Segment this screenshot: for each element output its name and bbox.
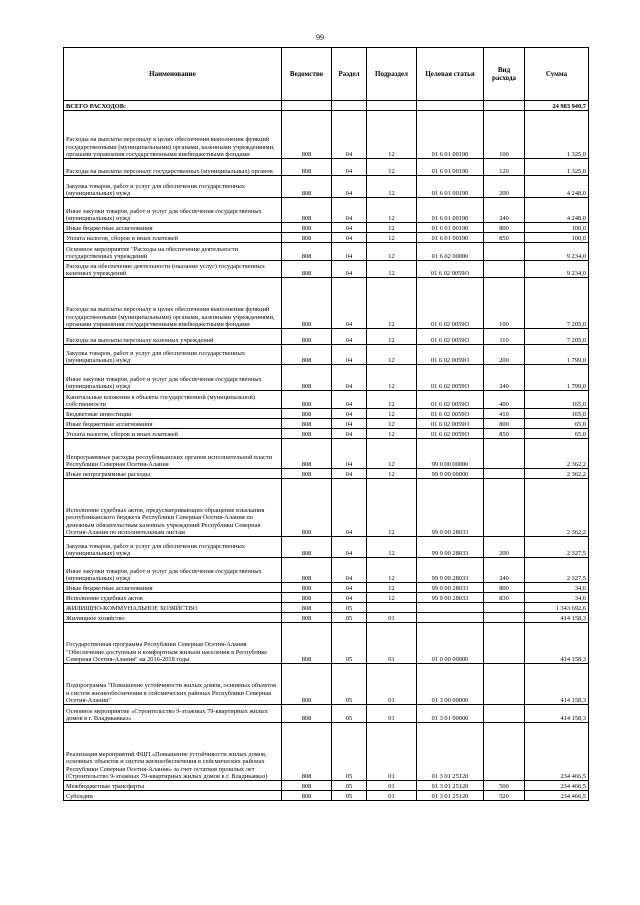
cell-sum: 2 362,2 — [525, 439, 589, 469]
cell-cel: 01 6 01 00190 — [417, 223, 484, 233]
cell-vid — [484, 603, 525, 613]
cell-vid: 240 — [484, 558, 525, 583]
cell-ved: 808 — [282, 469, 332, 479]
cell-sum: 7 205,0 — [525, 278, 589, 329]
cell-razd: 04 — [332, 198, 367, 223]
cell-ved: 808 — [282, 537, 332, 558]
cell-podr: 12 — [367, 439, 417, 469]
cell-sum: 4 248,0 — [525, 176, 589, 198]
cell-sum: 234 466,5 — [525, 781, 589, 791]
table-row — [64, 365, 589, 391]
cell-name: Капитальные вложения в объекты государственной (муниципальной) собственности — [64, 391, 282, 409]
cell-vid — [484, 723, 525, 781]
cell-ved: 808 — [282, 613, 332, 623]
cell-cel: 01 6 02 00000 — [417, 243, 484, 261]
cell-cel: 99 9 00 28033 — [417, 593, 484, 603]
cell-cel: 99 9 00 28033 — [417, 479, 484, 537]
cell-name: Государственная программа Республики Северная Осетия-Алания "Обеспечение доступным и комфортным жильем населения в Республике Северная Осетия-Алания" на 2016-2018 годы — [64, 623, 282, 664]
cell-podr: 12 — [367, 583, 417, 593]
cell-vid: 850 — [484, 233, 525, 243]
cell-sum: 9 234,0 — [525, 243, 589, 261]
table-header-row — [64, 48, 589, 101]
table-row — [64, 429, 589, 439]
cell-sum: 165,0 — [525, 409, 589, 419]
cell-ved: 808 — [282, 111, 332, 159]
cell-razd: 04 — [332, 479, 367, 537]
header-podr: Подраздел — [367, 48, 417, 101]
cell-sum: 65,0 — [525, 419, 589, 429]
cell-sum: 24 983 940,7 — [525, 101, 589, 111]
cell-cel: 01 6 02 0059О — [417, 365, 484, 391]
cell-name: Иные бюджетные ассигнования — [64, 223, 282, 233]
cell-razd: 04 — [332, 409, 367, 419]
cell-razd: 04 — [332, 278, 367, 329]
cell-name: Исполнение судебных актов — [64, 593, 282, 603]
cell-sum: 1 799,0 — [525, 365, 589, 391]
cell-ved: 808 — [282, 176, 332, 198]
table-row — [64, 593, 589, 603]
cell-ved: 808 — [282, 261, 332, 278]
table-row — [64, 705, 589, 723]
cell-cel: 99 9 00 00000 — [417, 469, 484, 479]
cell-razd: 05 — [332, 603, 367, 613]
cell-cel: 01 6 02 0059О — [417, 278, 484, 329]
cell-cel: 01 6 01 00190 — [417, 176, 484, 198]
cell-razd: 04 — [332, 159, 367, 176]
cell-vid: 800 — [484, 223, 525, 233]
cell-cel: 01 6 02 0059О — [417, 419, 484, 429]
cell-name: Иные закупки товаров, работ и услуг для обеспечения государственных (муниципальных) нужд — [64, 198, 282, 223]
cell-name: ЖИЛИЩНО-КОММУНАЛЬНОЕ ХОЗЯЙСТВО — [64, 603, 282, 613]
cell-vid: 410 — [484, 409, 525, 419]
cell-name: Уплата налогов, сборов и иных платежей — [64, 233, 282, 243]
cell-podr: 12 — [367, 111, 417, 159]
cell-razd: 04 — [332, 469, 367, 479]
cell-razd — [332, 101, 367, 111]
table-row — [64, 613, 589, 623]
cell-razd: 04 — [332, 111, 367, 159]
cell-vid — [484, 664, 525, 705]
cell-ved: 808 — [282, 593, 332, 603]
cell-razd: 04 — [332, 329, 367, 345]
cell-vid: 200 — [484, 345, 525, 365]
cell-cel: 01 3 01 00000 — [417, 705, 484, 723]
cell-name: Иные бюджетные ассигнования — [64, 419, 282, 429]
cell-ved: 808 — [282, 623, 332, 664]
cell-ved: 808 — [282, 705, 332, 723]
cell-vid: 110 — [484, 329, 525, 345]
cell-podr: 12 — [367, 278, 417, 329]
cell-vid: 500 — [484, 781, 525, 791]
cell-ved: 808 — [282, 223, 332, 233]
cell-vid — [484, 101, 525, 111]
cell-cel: 99 0 00 00000 — [417, 439, 484, 469]
cell-name: Непрограммные расходы республиканских органов исполнительной власти Республики Северная Осетия-Алания — [64, 439, 282, 469]
cell-ved: 808 — [282, 365, 332, 391]
cell-razd: 04 — [332, 537, 367, 558]
cell-vid — [484, 705, 525, 723]
cell-ved: 808 — [282, 603, 332, 613]
cell-razd: 04 — [332, 345, 367, 365]
cell-cel: 01 6 02 0059О — [417, 329, 484, 345]
table-row — [64, 409, 589, 419]
cell-razd: 05 — [332, 664, 367, 705]
cell-vid — [484, 613, 525, 623]
cell-podr: 12 — [367, 233, 417, 243]
cell-vid: 800 — [484, 419, 525, 429]
cell-podr: 12 — [367, 593, 417, 603]
cell-razd: 04 — [332, 243, 367, 261]
cell-podr: 12 — [367, 419, 417, 429]
table-row — [64, 223, 589, 233]
table-row — [64, 664, 589, 705]
cell-razd: 04 — [332, 593, 367, 603]
cell-sum: 414 158,3 — [525, 613, 589, 623]
cell-podr: 12 — [367, 345, 417, 365]
cell-razd: 04 — [332, 176, 367, 198]
table-row — [64, 233, 589, 243]
cell-razd: 04 — [332, 261, 367, 278]
table-row — [64, 558, 589, 583]
cell-ved: 808 — [282, 345, 332, 365]
cell-name: Иные бюджетные ассигнования — [64, 583, 282, 593]
cell-name: Реализация мероприятий ФЦП «Повышение устойчивости жилых домов, основных объектов и систем жизнеобеспечения в сейсмических районах Республики Северная Осетия-Алания» за счет остатков прошлых лет (Строительство 9-этажных 79-квартирных жилых домов в г. Владикавказ) — [64, 723, 282, 781]
cell-ved: 808 — [282, 159, 332, 176]
cell-name: Расходы на обеспечение деятельности (оказание услуг) государственных казенных учреждений — [64, 261, 282, 278]
cell-podr: 01 — [367, 664, 417, 705]
cell-podr: 12 — [367, 429, 417, 439]
cell-razd: 04 — [332, 429, 367, 439]
cell-podr — [367, 101, 417, 111]
cell-ved: 808 — [282, 419, 332, 429]
cell-vid — [484, 243, 525, 261]
cell-vid: 830 — [484, 593, 525, 603]
cell-podr: 12 — [367, 391, 417, 409]
cell-vid — [484, 479, 525, 537]
cell-cel: 01 6 02 0059О — [417, 391, 484, 409]
cell-cel: 99 9 00 28033 — [417, 558, 484, 583]
cell-vid: 200 — [484, 537, 525, 558]
cell-podr: 01 — [367, 723, 417, 781]
cell-sum: 7 205,0 — [525, 329, 589, 345]
cell-cel — [417, 101, 484, 111]
cell-name: Закупка товаров, работ и услуг для обеспечения государственных (муниципальных) нужд — [64, 537, 282, 558]
cell-razd: 04 — [332, 419, 367, 429]
cell-cel — [417, 603, 484, 613]
cell-razd: 04 — [332, 583, 367, 593]
cell-name: Иные закупки товаров, работ и услуг для обеспечения государственных (муниципальных) нужд — [64, 558, 282, 583]
header-ved: Ведомство — [282, 48, 332, 101]
cell-ved: 808 — [282, 278, 332, 329]
cell-sum: 234 466,5 — [525, 791, 589, 801]
cell-razd: 05 — [332, 613, 367, 623]
cell-cel: 01 6 02 0059О — [417, 345, 484, 365]
table-body — [64, 101, 589, 801]
cell-sum: 414 158,3 — [525, 623, 589, 664]
header-sum: Сумма — [525, 48, 589, 101]
cell-vid: 100 — [484, 111, 525, 159]
cell-podr: 12 — [367, 159, 417, 176]
cell-sum: 65,0 — [525, 429, 589, 439]
cell-podr: 12 — [367, 223, 417, 233]
cell-vid: 520 — [484, 791, 525, 801]
cell-razd: 05 — [332, 791, 367, 801]
cell-podr: 12 — [367, 537, 417, 558]
cell-razd: 04 — [332, 439, 367, 469]
cell-cel: 01 6 01 00190 — [417, 233, 484, 243]
table-row — [64, 537, 589, 558]
cell-ved — [282, 101, 332, 111]
cell-name: Межбюджетные трансферты — [64, 781, 282, 791]
cell-sum: 2 327,5 — [525, 558, 589, 583]
cell-cel: 01 0 00 00000 — [417, 623, 484, 664]
cell-cel: 01 6 01 00190 — [417, 111, 484, 159]
cell-name: Субсидии — [64, 791, 282, 801]
cell-podr: 01 — [367, 705, 417, 723]
cell-podr — [367, 603, 417, 613]
cell-sum: 34,6 — [525, 583, 589, 593]
cell-podr: 01 — [367, 781, 417, 791]
cell-podr: 12 — [367, 365, 417, 391]
table-row — [64, 469, 589, 479]
cell-podr: 12 — [367, 176, 417, 198]
cell-name: Иные непрограммные расходы — [64, 469, 282, 479]
cell-cel: 01 6 02 0059О — [417, 429, 484, 439]
cell-sum: 165,0 — [525, 391, 589, 409]
cell-vid: 200 — [484, 176, 525, 198]
cell-razd: 04 — [332, 223, 367, 233]
cell-name: ВСЕГО РАСХОДОВ: — [64, 101, 282, 111]
cell-cel: 01 3 00 00000 — [417, 664, 484, 705]
table-row — [64, 101, 589, 111]
cell-name: Расходы на выплаты персоналу в целях обеспечения выполнения функций государственными (муниципальными) органами, казенными учреждениями, органами управления государственными внебюджетными фондами — [64, 111, 282, 159]
cell-ved: 808 — [282, 558, 332, 583]
cell-cel: 99 9 00 28033 — [417, 537, 484, 558]
cell-sum: 100,0 — [525, 223, 589, 233]
cell-podr: 12 — [367, 243, 417, 261]
cell-podr: 12 — [367, 479, 417, 537]
table-row — [64, 583, 589, 593]
cell-ved: 808 — [282, 233, 332, 243]
cell-podr: 12 — [367, 409, 417, 419]
header-cel: Целевая статья — [417, 48, 484, 101]
cell-podr: 12 — [367, 198, 417, 223]
cell-sum: 1 325,0 — [525, 111, 589, 159]
cell-sum: 2 327,5 — [525, 537, 589, 558]
cell-name: Жилищное хозяйство — [64, 613, 282, 623]
table-row — [64, 111, 589, 159]
cell-ved: 808 — [282, 723, 332, 781]
cell-ved: 808 — [282, 439, 332, 469]
cell-cel: 01 3 01 25120 — [417, 723, 484, 781]
cell-cel: 01 3 01 25120 — [417, 791, 484, 801]
cell-razd: 05 — [332, 705, 367, 723]
cell-cel: 01 3 01 25120 — [417, 781, 484, 791]
cell-vid — [484, 261, 525, 278]
cell-ved: 808 — [282, 479, 332, 537]
cell-sum: 414 158,3 — [525, 664, 589, 705]
cell-name: Расходы на выплаты персоналу государственных (муниципальных) органов — [64, 159, 282, 176]
cell-sum: 9 234,0 — [525, 261, 589, 278]
table-row — [64, 419, 589, 429]
cell-name: Исполнение судебных актов, предусматривающих обращение взыскания республиканского бюджета Республики Северная Осетия-Алания по денежным обязательствам казенных учреждений Республики Северная Осетия-Алания по исполнительным листам — [64, 479, 282, 537]
cell-sum: 34,6 — [525, 593, 589, 603]
cell-cel: 01 6 02 0059О — [417, 261, 484, 278]
table-row — [64, 391, 589, 409]
table-row — [64, 243, 589, 261]
cell-sum: 1 343 692,6 — [525, 603, 589, 613]
table-row — [64, 261, 589, 278]
cell-cel: 01 6 01 00190 — [417, 198, 484, 223]
cell-sum: 4 248,0 — [525, 198, 589, 223]
cell-vid: 240 — [484, 198, 525, 223]
cell-sum: 414 158,3 — [525, 705, 589, 723]
cell-name: Основное мероприятие «Строительство 9-этажных 79-квартирных жилых домов в г. Владикавказ» — [64, 705, 282, 723]
cell-razd: 04 — [332, 233, 367, 243]
cell-vid — [484, 439, 525, 469]
cell-podr: 12 — [367, 469, 417, 479]
cell-name: Закупка товаров, работ и услуг для обеспечения государственных (муниципальных) нужд — [64, 345, 282, 365]
header-razd: Раздел — [332, 48, 367, 101]
cell-cel: 01 6 01 00190 — [417, 159, 484, 176]
cell-name: Бюджетные инвестиции — [64, 409, 282, 419]
cell-ved: 808 — [282, 664, 332, 705]
cell-ved: 808 — [282, 198, 332, 223]
cell-ved: 808 — [282, 329, 332, 345]
cell-vid: 850 — [484, 429, 525, 439]
cell-vid: 120 — [484, 159, 525, 176]
cell-ved: 808 — [282, 583, 332, 593]
cell-razd: 05 — [332, 623, 367, 664]
budget-table — [63, 47, 589, 801]
cell-razd: 05 — [332, 723, 367, 781]
cell-vid — [484, 469, 525, 479]
cell-podr: 12 — [367, 261, 417, 278]
table-row — [64, 159, 589, 176]
cell-ved: 808 — [282, 409, 332, 419]
cell-podr: 01 — [367, 623, 417, 664]
cell-razd: 04 — [332, 558, 367, 583]
cell-name: Закупка товаров, работ и услуг для обеспечения государственных (муниципальных) нужд — [64, 176, 282, 198]
header-name: Наименование — [64, 48, 282, 101]
cell-ved: 808 — [282, 781, 332, 791]
cell-sum: 1 325,0 — [525, 159, 589, 176]
cell-razd: 05 — [332, 781, 367, 791]
cell-ved: 808 — [282, 791, 332, 801]
cell-ved: 808 — [282, 243, 332, 261]
page-number: 99 — [316, 33, 324, 42]
cell-ved: 808 — [282, 391, 332, 409]
table-row — [64, 781, 589, 791]
cell-name: Иные закупки товаров, работ и услуг для обеспечения государственных (муниципальных) нужд — [64, 365, 282, 391]
cell-name: Подпрограмма "Повышение устойчивости жилых домов, основных объектов и систем жизнеобеспечения в сейсмических районах Республики Северная Осетия-Алания" — [64, 664, 282, 705]
cell-vid: 240 — [484, 365, 525, 391]
table-row — [64, 723, 589, 781]
table-row — [64, 603, 589, 613]
table-row — [64, 329, 589, 345]
cell-vid: 400 — [484, 391, 525, 409]
cell-sum: 100,0 — [525, 233, 589, 243]
table-row — [64, 345, 589, 365]
cell-cel: 99 9 00 28033 — [417, 583, 484, 593]
cell-sum: 2 362,2 — [525, 469, 589, 479]
cell-vid — [484, 623, 525, 664]
cell-name: Расходы на выплаты персоналу в целях обеспечения выполнения функций государственными (муниципальными) органами, казенными учреждениями, органами управления государственными внебюджетными фондами — [64, 278, 282, 329]
cell-vid: 100 — [484, 278, 525, 329]
cell-name: Основное мероприятие "Расходы на обеспечение деятельности государственных учреждений — [64, 243, 282, 261]
table-row — [64, 791, 589, 801]
cell-vid: 800 — [484, 583, 525, 593]
cell-podr: 01 — [367, 791, 417, 801]
table-row — [64, 278, 589, 329]
table-row — [64, 176, 589, 198]
cell-razd: 04 — [332, 391, 367, 409]
cell-podr: 12 — [367, 329, 417, 345]
cell-sum: 1 799,0 — [525, 345, 589, 365]
cell-sum: 234 466,5 — [525, 723, 589, 781]
cell-razd: 04 — [332, 365, 367, 391]
cell-cel — [417, 613, 484, 623]
table-row — [64, 623, 589, 664]
table-row — [64, 198, 589, 223]
cell-podr: 01 — [367, 613, 417, 623]
cell-name: Уплата налогов, сборов и иных платежей — [64, 429, 282, 439]
cell-ved: 808 — [282, 429, 332, 439]
header-vid: Вид расхода — [484, 48, 525, 101]
cell-podr: 12 — [367, 558, 417, 583]
cell-name: Расходы на выплаты персоналу казенных учреждений — [64, 329, 282, 345]
cell-cel: 01 6 02 0059О — [417, 409, 484, 419]
table-row — [64, 479, 589, 537]
cell-sum: 2 362,2 — [525, 479, 589, 537]
table-row — [64, 439, 589, 469]
